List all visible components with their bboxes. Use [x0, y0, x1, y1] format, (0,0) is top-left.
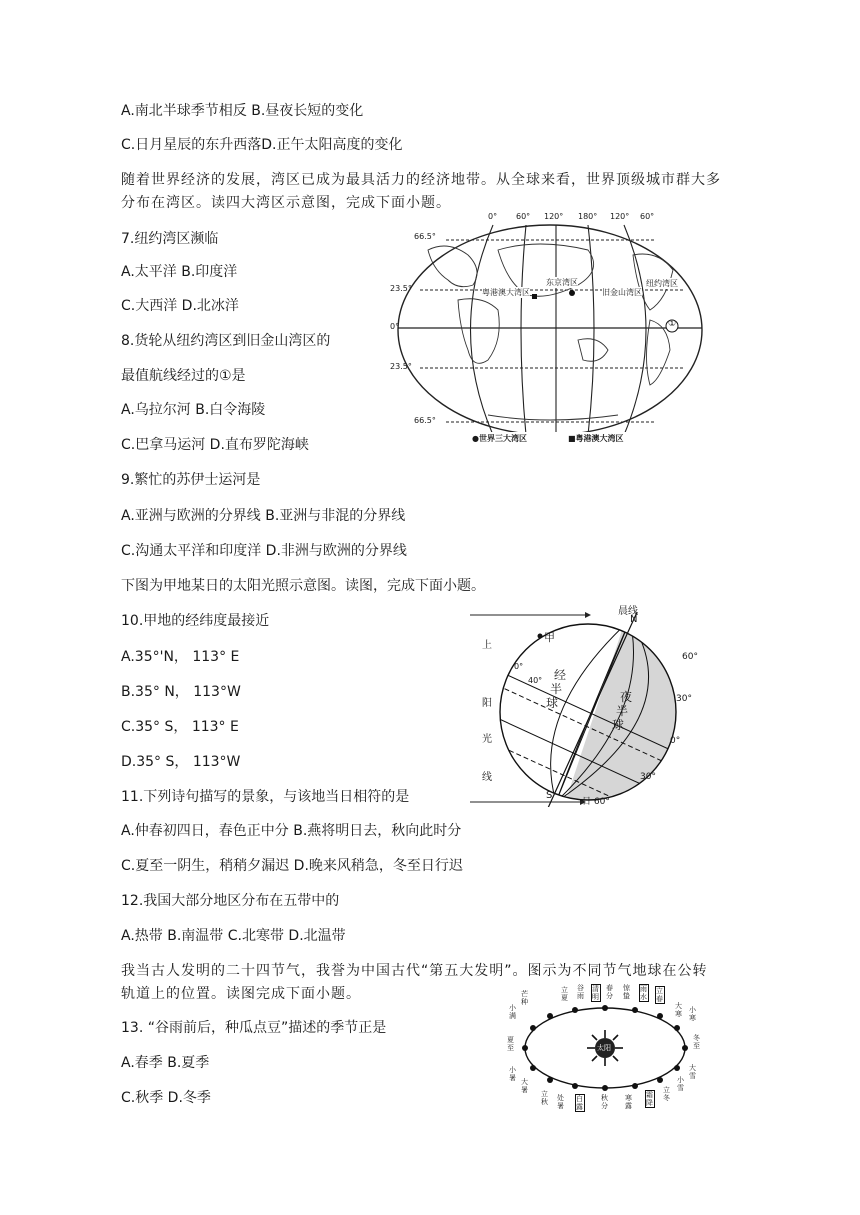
term-label: 寒露 — [625, 1094, 632, 1110]
term-label: 冬至 — [693, 1034, 700, 1050]
q10-option-a: A.35°'N， 113° E — [121, 649, 240, 665]
globe-sunray-label: 阳 — [482, 698, 492, 709]
q9-options-row1: A.亚洲与欧洲的分界线 B.亚洲与非混的分界线 — [121, 508, 406, 524]
map-legend-bays: ●世界三大湾区 — [472, 434, 527, 443]
globe-night-label: 夜 — [620, 690, 633, 704]
globe-lat-label: 0° — [670, 736, 681, 746]
term-label: 谷雨 — [577, 984, 584, 1000]
map-label-ny: 纽约湾区 — [646, 279, 678, 288]
passage-solar-terms: 我当古人发明的二十四节气，我誉为中国古代“第五大发明”。图示为不同节气地球在公转轨道上的位置。读图完成下面小题。 — [121, 963, 708, 1002]
sunlight-globe-figure — [470, 606, 700, 807]
sun-label: 太阳 — [597, 1044, 611, 1052]
globe-night-label: 半 — [616, 704, 629, 718]
globe-terminator-label: 晨线 — [618, 606, 638, 617]
term-label: 小暑 — [509, 1066, 516, 1082]
globe-sunray-label: 光 — [482, 734, 492, 745]
term-label: 清明 — [592, 985, 599, 1001]
map-legend-gba: ■粤港澳大湾区 — [568, 434, 624, 443]
q10-stem: 10.甲地的经纬度最接近 — [121, 613, 270, 629]
term-label: 秋分 — [601, 1094, 608, 1110]
map-label-sf: 旧金山湾区 — [602, 288, 642, 297]
map-label-gba: 粤港澳大湾区 — [482, 288, 530, 297]
term-label: 处暑 — [557, 1094, 564, 1110]
q7-stem: 7.纽约湾区濒临 — [121, 231, 219, 247]
q8-options-row1: A.乌拉尔河 B.白令海陵 — [121, 402, 266, 418]
term-label: 大暑 — [521, 1078, 528, 1094]
map-lon-label: 0° — [488, 212, 498, 221]
globe-lat-label: 30° — [640, 772, 656, 782]
globe-inner-lon-label: 0° — [514, 662, 524, 671]
globe-day-label: 半 — [550, 682, 563, 696]
q13-stem: 13. “谷雨前后，种瓜点豆”描述的季节正是 — [121, 1020, 387, 1036]
term-label: 立夏 — [561, 986, 568, 1002]
q12-options-row1: A.热带 B.南温带 C.北寒带 D.北温带 — [121, 928, 346, 944]
term-label: 大雪 — [689, 1064, 696, 1080]
bay-area-map — [388, 210, 713, 445]
q12-stem: 12.我国大部分地区分布在五带中的 — [121, 893, 340, 909]
passage-sunlight: 下图为甲地某日的太阳光照示意图。读图，完成下面小题。 — [121, 578, 485, 594]
map-label-tokyo: 东京湾区 — [546, 278, 578, 287]
solar-terms-diagram — [505, 982, 705, 1114]
tokyo-marker — [569, 290, 575, 296]
map-lat-label: 0° — [390, 322, 400, 331]
term-label: 立春 — [656, 987, 663, 1003]
term-label: 春分 — [606, 984, 613, 1000]
map-lon-label: 120° — [610, 212, 630, 221]
globe-sunray-label: 线 — [482, 772, 492, 783]
jia-point — [538, 634, 543, 639]
q10-option-c: C.35° S， 113° E — [121, 719, 239, 735]
q8-options-row2: C.巴拿马运河 D.直布罗陀海峡 — [121, 437, 309, 453]
q7-options-row1: A.太平洋 B.印度洋 — [121, 264, 238, 280]
term-label: 大寒 — [675, 1002, 682, 1018]
term-label: 夏至 — [507, 1036, 514, 1052]
globe-jia-label: 甲 — [544, 631, 555, 644]
q11-stem: 11.下列诗句描写的景象，与该地当日相符的是 — [121, 789, 410, 805]
globe-inner-lon-label: 40° — [528, 676, 543, 685]
q9-options-row2: C.沟通太平洋和印度洋 D.非洲与欧洲的分界线 — [121, 543, 407, 559]
q8-stem-1: 8.货轮从纽约湾区到旧金山湾区的 — [121, 333, 331, 349]
map-lat-label: 66.5° — [414, 232, 436, 241]
term-label: 惊蛰 — [623, 984, 630, 1000]
globe-lat-label: 30° — [676, 694, 692, 704]
gba-marker — [532, 294, 537, 299]
globe-bottom-label: 日 60° — [582, 797, 610, 807]
map-label-route-point: ① — [668, 319, 677, 329]
globe-south-label: S — [546, 790, 553, 801]
map-lat-label: 66.5° — [414, 416, 436, 425]
globe-lat-label: 60° — [682, 652, 698, 662]
map-lat-label: 23.5° — [390, 362, 412, 371]
term-label: 小满 — [509, 1004, 516, 1020]
q10-option-b: B.35° N， 113°W — [121, 684, 241, 700]
term-label: 小寒 — [689, 1006, 696, 1022]
q7-options-row2: C.大西洋 D.北冰洋 — [121, 298, 239, 314]
term-label: 白露 — [576, 1095, 583, 1111]
globe-day-label: 经 — [554, 668, 567, 682]
globe-day-label: 球 — [546, 696, 559, 710]
globe-sunray-label: 上 — [482, 640, 492, 651]
q8-stem-2: 最值航线经过的①是 — [121, 368, 246, 384]
term-label: 小雪 — [677, 1076, 684, 1092]
map-lon-label: 60° — [516, 212, 531, 221]
term-label: 霜降 — [646, 1091, 653, 1107]
q11-options-row1: A.仲春初四日，春色正中分 B.燕将明日去，秋向此时分 — [121, 823, 462, 839]
q6-options-row2: C.日月星辰的东升西落D.正午太阳高度的变化 — [121, 137, 403, 153]
map-lat-label: 23.5° — [390, 284, 412, 293]
q13-options-row1: A.春季 B.夏季 — [121, 1055, 210, 1071]
map-lon-label: 60° — [640, 212, 655, 221]
q13-options-row2: C.秋季 D.冬季 — [121, 1090, 211, 1106]
globe-north-label: N — [630, 614, 638, 625]
term-label: 雨水 — [640, 985, 647, 1001]
q9-stem: 9.繁忙的苏伊士运河是 — [121, 472, 261, 488]
q10-option-d: D.35° S， 113°W — [121, 754, 241, 770]
term-label: 立冬 — [663, 1086, 670, 1102]
passage-bay-areas: 随着世界经济的发展，湾区已成为最具活力的经济地带。从全球来看，世界顶级城市群大多分布在湾区。读四大湾区示意图，完成下面小题。 — [121, 172, 721, 211]
term-label: 立秋 — [541, 1090, 548, 1106]
term-label: 芒种 — [521, 990, 528, 1006]
map-lon-label: 180° — [578, 212, 598, 221]
q6-options-row1: A.南北半球季节相反 B.昼夜长短的变化 — [121, 103, 364, 119]
globe-night-label: 球 — [612, 718, 625, 732]
q11-options-row2: C.夏至一阴生，稍稍夕漏迟 D.晚来风稍急，冬至日行迟 — [121, 858, 463, 874]
map-lon-label: 120° — [544, 212, 564, 221]
